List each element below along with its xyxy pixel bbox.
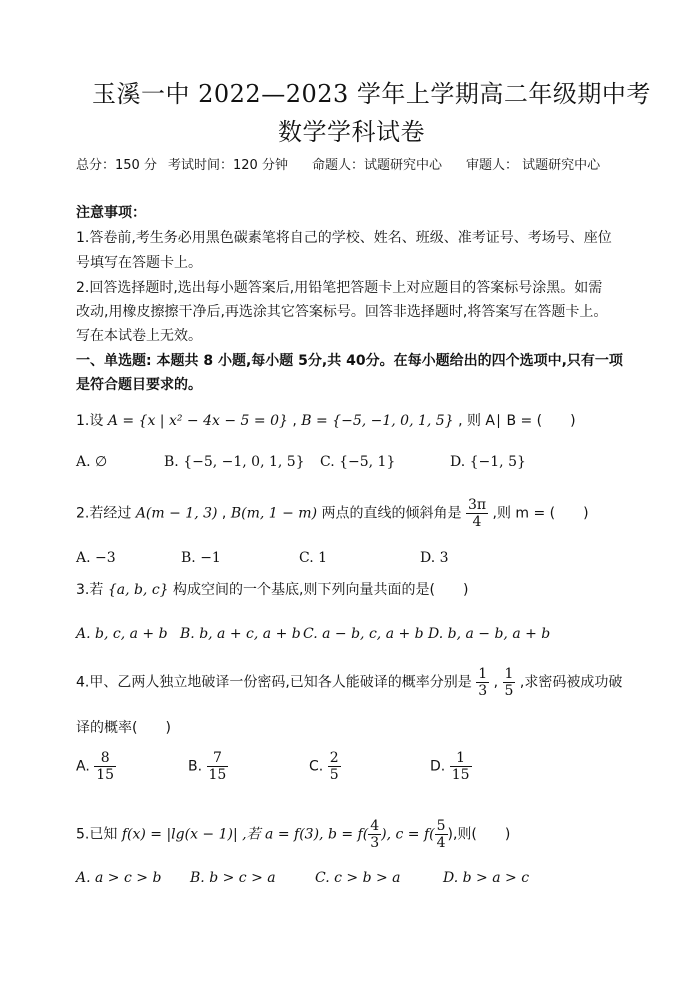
q5-option-b: B. b > c > a xyxy=(190,870,276,886)
question-5: 5.已知 f(x) = |lg(x − 1)| ,若 a = f(3), b = f( $\frac{4}{3}$ ), c = f( $\frac{5}{4}$ ),则( ) xyxy=(76,818,511,851)
notes-line-2c: 写在本试卷上无效。 xyxy=(76,328,202,344)
q1-lead: 1.设 xyxy=(76,413,104,429)
q4-option-c: C. $\frac{2}{5}$ xyxy=(309,750,339,783)
q2-angle-fraction: $\frac{3\pi}{4}$ xyxy=(467,497,487,530)
q4-p2-fraction: $\frac{1}{5}$ xyxy=(504,666,514,699)
question-1: 1.设 A = {x | x² − 4x − 5 = 0} , B = {−5, −1, 0, 1, 5} , 则 A∣ B = ( ) xyxy=(76,413,576,429)
q2-option-c: C. 1 xyxy=(299,550,328,566)
q5-option-c: C. c > b > a xyxy=(315,870,401,886)
section-heading: 一、单选题: 本题共 8 小题,每小题 5分,共 40分。在每小题给出的四个选项中,只有一项 xyxy=(76,353,623,369)
q4-option-d: D. $\frac{1}{15}$ xyxy=(430,750,470,783)
q4-line1-tail: ,求密码被成功破 xyxy=(519,674,623,691)
q1-set-b: B = {−5, −1, 0, 1, 5} xyxy=(301,413,454,429)
q1-set-a: A = {x | x² − 4x − 5 = 0} xyxy=(107,413,288,429)
q3-lead: 3.若 xyxy=(76,582,104,598)
q4-line1: 4.甲、乙两人独立地破译一份密码,已知各人能破译的概率分别是 xyxy=(76,674,472,691)
q4-option-b: B. $\frac{7}{15}$ xyxy=(188,750,227,783)
q5-lead: 5.已知 xyxy=(76,826,118,843)
meta-reviewer: 审题人： 试题研究中心 xyxy=(466,158,601,173)
q3-option-d: D. b, a − b, a + b xyxy=(428,626,551,642)
notes-line-2b: 改动,用橡皮擦擦干净后,再选涂其它答案标号。回答非选择题时,将答案写在答题卡上。 xyxy=(76,304,608,320)
notes-line-1b: 号填写在答题卡上。 xyxy=(76,255,202,271)
q5-b-fraction: $\frac{4}{3}$ xyxy=(370,818,380,851)
q2-option-b: B. −1 xyxy=(181,550,221,566)
q1-option-c: C. {−5, 1} xyxy=(320,454,396,470)
meta-score: 总分：150 分 xyxy=(76,158,157,173)
page-title: 玉溪一中 2022—2023 学年上学期高二年级期中考 xyxy=(92,80,651,108)
q5-option-d: D. b > a > c xyxy=(443,870,530,886)
q3-basis: {a, b, c} xyxy=(107,582,169,598)
question-4: 4.甲、乙两人独立地破译一份密码,已知各人能破译的概率分别是 $\frac{1}{3}$ , $\frac{1}{5}$ ,求密码被成功破 xyxy=(76,666,623,699)
q5-func: f(x) = |lg(x − 1)| xyxy=(121,826,238,843)
q4-p1-fraction: $\frac{1}{3}$ xyxy=(478,666,488,699)
q5-c-fraction: $\frac{5}{4}$ xyxy=(436,818,446,851)
notes-heading: 注意事项： xyxy=(76,205,146,221)
q5-tail: ),则( ) xyxy=(447,826,511,843)
q2-mid: 两点的直线的倾斜角是 xyxy=(321,505,462,522)
meta-author: 命题人：试题研究中心 xyxy=(312,158,443,173)
q3-option-a: A. b, c, a + b xyxy=(76,626,168,642)
q2-tail: ,则 m = ( ) xyxy=(492,505,589,522)
q2-option-d: D. 3 xyxy=(420,550,449,566)
q3-option-b: B. b, a + c, a + b xyxy=(180,626,301,642)
q1-option-b: B. {−5, −1, 0, 1, 5} xyxy=(164,454,305,470)
q2-option-a: A. −3 xyxy=(76,550,116,566)
page-subtitle: 数学学科试卷 xyxy=(278,118,425,146)
question-2: 2.若经过 A(m − 1, 3) , B(m, 1 − m) 两点的直线的倾斜角是 $\frac{3\pi}{4}$ ,则 m = ( ) xyxy=(76,497,589,530)
q2-point-b: B(m, 1 − m) xyxy=(230,505,318,522)
section-heading-cont: 是符合题目要求的。 xyxy=(76,377,202,393)
q3-option-c: C. a − b, c, a + b xyxy=(303,626,424,642)
q5-option-a: A. a > c > b xyxy=(76,870,162,886)
q4-option-a: A. $\frac{8}{15}$ xyxy=(76,750,115,783)
q1-option-a: A. ∅ xyxy=(76,454,108,470)
q5-a-def: ,若 a = f(3), xyxy=(242,826,324,843)
q2-lead: 2.若经过 xyxy=(76,505,132,522)
question-3 xyxy=(76,580,468,601)
q1-option-d: D. {−1, 5} xyxy=(450,454,526,470)
q4-line2: 译的概率( ) xyxy=(76,720,171,736)
q1-tail: 则 A∣ B = ( ) xyxy=(466,413,576,429)
q3-tail: 构成空间的一个基底,则下列向量共面的是( ) xyxy=(173,582,469,598)
notes-line-1: 1.答卷前,考生务必用黑色碳素笔将自己的学校、姓名、班级、准考证号、考场号、座位 xyxy=(76,230,612,246)
meta-time: 考试时间：120 分钟 xyxy=(168,158,288,173)
notes-line-2: 2.回答选择题时,选出每小题答案后,用铅笔把答题卡上对应题目的答案标号涂黑。如需 xyxy=(76,280,603,296)
q2-point-a: A(m − 1, 3) xyxy=(135,505,218,522)
